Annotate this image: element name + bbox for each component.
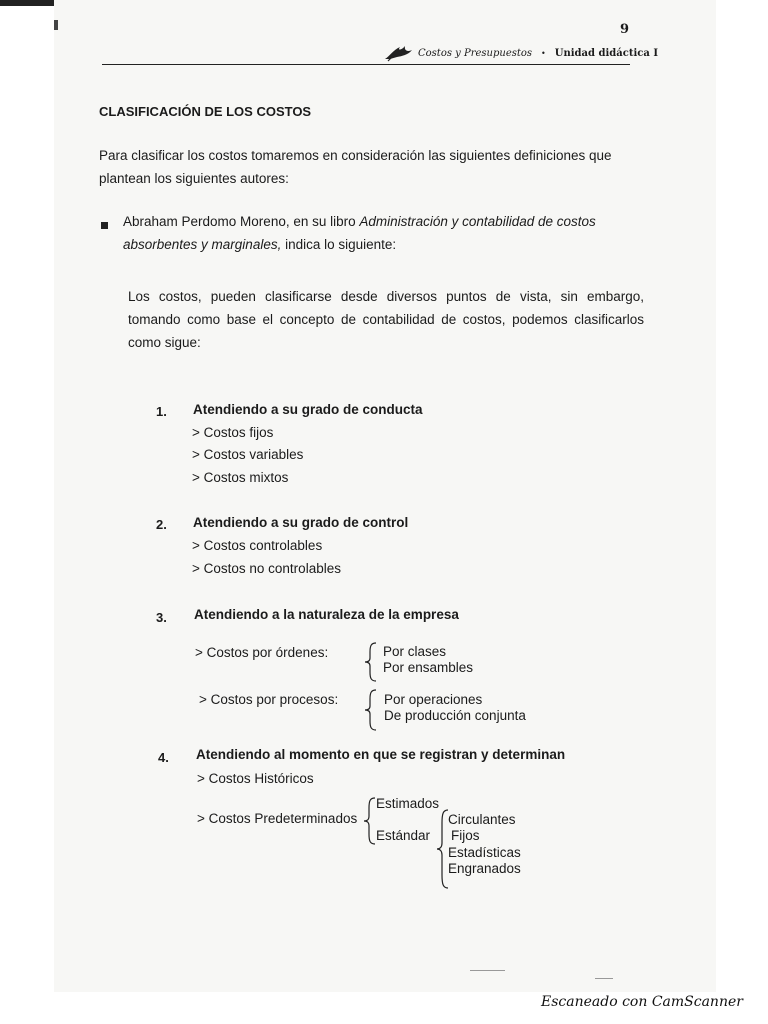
predetermined-option: Estándar bbox=[376, 828, 431, 843]
standard-type: Engranados bbox=[448, 861, 521, 876]
standard-type: Circulantes bbox=[448, 812, 516, 827]
curly-brace bbox=[363, 797, 377, 845]
group-label: > Costos por órdenes: bbox=[195, 645, 329, 660]
sub-item: > Costos Históricos bbox=[197, 771, 314, 786]
group-option: Por ensambles bbox=[383, 660, 474, 675]
item-number: 3. bbox=[156, 610, 167, 625]
curly-brace bbox=[364, 642, 378, 682]
curly-brace bbox=[364, 689, 378, 731]
scanner-watermark: Escaneado con CamScanner bbox=[541, 994, 743, 1010]
section-title: CLASIFICACIÓN DE LOS COSTOS bbox=[99, 104, 312, 119]
scan-smudge bbox=[470, 970, 505, 971]
sub-item: > Costos controlables bbox=[192, 538, 323, 553]
standard-type: Fijos bbox=[451, 828, 480, 843]
standard-type: Estadísticas bbox=[448, 845, 521, 860]
sub-item: > Costos variables bbox=[192, 447, 304, 462]
sub-item: > Costos mixtos bbox=[192, 470, 289, 485]
sub-item: > Costos fijos bbox=[192, 425, 274, 440]
quote-paragraph: Los costos, pueden clasificarse desde diversos puntos de vista, sin embargo, tomando como base el concepto de contabilidad de costos, podemos clasificarlos como sigue: bbox=[128, 289, 644, 350]
running-header bbox=[384, 44, 658, 62]
header-separator: • bbox=[541, 48, 546, 58]
author-suffix: indica lo siguiente: bbox=[281, 237, 397, 252]
item-heading: Atendiendo a su grado de control bbox=[193, 515, 409, 530]
group-label: > Costos Predeterminados bbox=[197, 811, 358, 826]
scan-edge-mark bbox=[0, 0, 54, 6]
group-option: Por operaciones bbox=[384, 692, 483, 707]
header-rule bbox=[102, 64, 630, 65]
intro-paragraph: Para clasificar los costos tomaremos en consideración las siguientes definiciones que plantean los siguientes autores: bbox=[99, 148, 612, 186]
sub-item: > Costos no controlables bbox=[192, 561, 341, 576]
page-number: 9 bbox=[620, 22, 630, 37]
item-heading: Atendiendo al momento en que se registran y determinan bbox=[196, 747, 566, 762]
bullet-square bbox=[101, 222, 108, 229]
author-text: Abraham Perdomo Moreno, en su libro bbox=[123, 214, 360, 229]
header-unit: Unidad didáctica I bbox=[554, 47, 658, 59]
author-bullet bbox=[123, 210, 633, 256]
scan-edge-mark bbox=[54, 20, 58, 30]
feather-logo-icon bbox=[384, 44, 414, 62]
item-number: 2. bbox=[156, 517, 167, 532]
header-book-title: Costos y Presupuestos bbox=[418, 47, 533, 59]
item-heading: Atendiendo a la naturaleza de la empresa bbox=[194, 607, 459, 622]
item-number: 4. bbox=[158, 750, 169, 765]
scan-smudge bbox=[595, 978, 613, 979]
predetermined-option: Estimados bbox=[376, 796, 440, 811]
group-label: > Costos por procesos: bbox=[199, 692, 339, 707]
group-option: De producción conjunta bbox=[384, 708, 526, 723]
item-heading: Atendiendo a su grado de conducta bbox=[193, 402, 423, 417]
book-title: Administración y contabilidad de costos absorbentes y marginales, bbox=[123, 214, 596, 252]
group-option: Por clases bbox=[383, 644, 447, 659]
item-number: 1. bbox=[156, 404, 167, 419]
